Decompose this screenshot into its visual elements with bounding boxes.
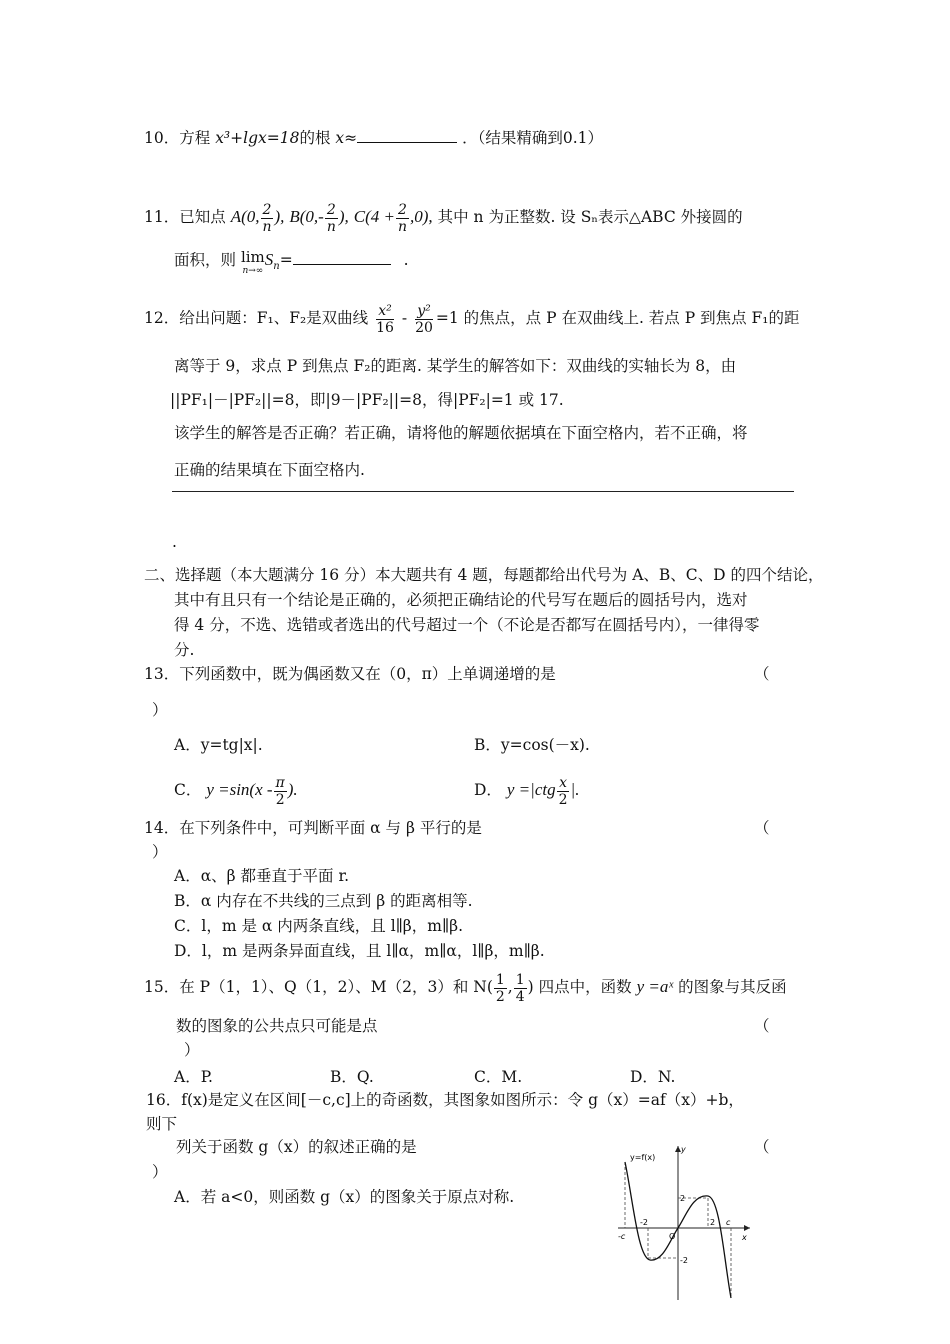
q11-line1 bbox=[144, 200, 743, 235]
q13-option-c[interactable] bbox=[174, 770, 298, 810]
q14-paren-open[interactable]: （ bbox=[754, 819, 770, 837]
q11-line2-text: 面积，则 bbox=[174, 251, 237, 269]
q10-after: ．（结果精确到0.1） bbox=[462, 129, 603, 147]
q15-line2: 数的图象的公共点只可能是点 bbox=[176, 1017, 378, 1035]
q15-frac1-den: 2 bbox=[495, 988, 505, 1005]
q13-option-d[interactable] bbox=[474, 770, 579, 810]
q16-line2: 列关于函数 g（x）的叙述正确的是 bbox=[176, 1138, 417, 1156]
q10-answer-blank[interactable] bbox=[357, 128, 457, 143]
q13-c-frac-num: π bbox=[275, 774, 285, 791]
section2-line4: 分. bbox=[174, 641, 195, 659]
q15-comma: , bbox=[507, 978, 513, 996]
graph-tick-neg2x: -2 bbox=[640, 1218, 648, 1227]
q12-frac2-den: 20 bbox=[415, 319, 433, 336]
q11-b-frac bbox=[325, 202, 338, 235]
q16-line1: 16．f(x)是定义在区间[－c,c]上的奇函数，其图象如图所示：令 g（x）=af（x）+b， bbox=[146, 1091, 744, 1109]
q12-line4: 该学生的解答是否正确？若正确，请将他的解题依据填在下面空格内，若不正确，将 bbox=[174, 424, 748, 442]
q12-line5: 正确的结果填在下面空格内. bbox=[174, 461, 365, 479]
q13-d-frac-num: x bbox=[559, 774, 567, 791]
q13-c-frac-den: 2 bbox=[275, 791, 285, 808]
q11-line2 bbox=[174, 250, 409, 278]
q13-paren-close: ） bbox=[152, 701, 168, 719]
section2-line3: 得 4 分，不选、选错或者选出的代号超过一个（不论是否都写在圆括号内），一律得零 bbox=[174, 616, 760, 634]
q15-frac2-den: 4 bbox=[515, 988, 525, 1005]
q12-answer-line[interactable] bbox=[172, 491, 794, 492]
q11-c-end: ,0), bbox=[410, 207, 433, 226]
q11-b-end: ), bbox=[338, 207, 349, 226]
q13-option-b[interactable]: B．y=cos(－x). bbox=[474, 736, 590, 754]
q13-c-expr-b: ). bbox=[287, 780, 298, 799]
graph-x-label: x bbox=[742, 1233, 747, 1242]
q11-a-end: ), bbox=[274, 207, 285, 226]
q14-option-b[interactable]: B．α 内存在不共线的三点到 β 的距离相等. bbox=[174, 892, 473, 910]
q15-option-c[interactable]: C．M. bbox=[474, 1068, 523, 1086]
q16-paren-close: ） bbox=[152, 1163, 168, 1181]
q15-paren-close: ） bbox=[184, 1041, 200, 1059]
q15-stem-b: ) 四点中，函数 bbox=[527, 978, 632, 996]
q10-line bbox=[144, 128, 603, 148]
graph-tick-neg2y: -2 bbox=[680, 1256, 688, 1265]
q11-b-frac-num: 2 bbox=[326, 201, 336, 218]
q11-end: . bbox=[403, 251, 409, 269]
q14-stem: 14．在下列条件中，可判断平面 α 与 β 平行的是 bbox=[144, 819, 482, 837]
q16-line1b: 则下 bbox=[146, 1115, 178, 1133]
q11-c-frac bbox=[396, 202, 409, 235]
q15-option-a[interactable]: A．P. bbox=[174, 1068, 213, 1086]
q10-x-approx: x≈ bbox=[335, 129, 358, 147]
q11-eq: = bbox=[279, 251, 293, 269]
q12-minus: - bbox=[401, 309, 408, 327]
q14-option-d[interactable]: D．l，m 是两条异面直线，且 l∥α，m∥α，l∥β，m∥β. bbox=[174, 942, 545, 960]
q15-option-d[interactable]: D．N. bbox=[630, 1068, 676, 1086]
q12-line3: ||PF₁|－|PF₂||=8，即|9－|PF₂||=8，得|PF₂|=1 或 17. bbox=[170, 391, 564, 409]
q13-d-expr-a: y =|ctg bbox=[506, 780, 556, 799]
q13-c-label: C． bbox=[174, 781, 202, 799]
q11-lim-sub: n→∞ bbox=[242, 266, 264, 276]
q12-number: 12． bbox=[144, 309, 180, 327]
q15-line1 bbox=[144, 968, 787, 1006]
q11-b-frac-den: n bbox=[326, 218, 336, 235]
q11-c-frac-den: n bbox=[397, 218, 407, 235]
q11-limit bbox=[241, 250, 265, 278]
q11-text-b: 其中 n 为正整数. 设 Sₙ表示△ABC 外接圆的 bbox=[437, 208, 743, 226]
q11-a-frac bbox=[260, 202, 273, 235]
graph-origin: O bbox=[669, 1232, 676, 1241]
q15-paren-open[interactable]: （ bbox=[754, 1017, 770, 1035]
q12-line1 bbox=[144, 298, 799, 338]
graph-neg-c: -c bbox=[618, 1232, 626, 1241]
section2-line2: 其中有且只有一个结论是正确的，必须把正确结论的代号写在题后的圆括号内，选对 bbox=[174, 591, 748, 609]
q12-frac1 bbox=[374, 303, 396, 336]
q12-line2: 离等于 9，求点 P 到焦点 F₂的距离. 某学生的解答如下：双曲线的实轴长为 8，由 bbox=[174, 357, 737, 375]
q10-text-b: 的根 bbox=[299, 129, 331, 147]
q13-paren-open[interactable]: （ bbox=[754, 665, 770, 683]
q11-number: 11． bbox=[144, 208, 180, 226]
q15-stem-c: 的图象与其反函 bbox=[678, 978, 787, 996]
q10-equation: x³+lgx=18 bbox=[215, 129, 300, 147]
q11-point-a: A(0, bbox=[230, 207, 260, 226]
q14-option-a[interactable]: A．α、β 都垂直于平面 r. bbox=[174, 867, 350, 885]
q16-paren-open[interactable]: （ bbox=[754, 1138, 770, 1156]
q11-text-a: 已知点 bbox=[179, 208, 226, 226]
q11-s-sub: n bbox=[273, 261, 280, 273]
q11-point-b: B(0,- bbox=[289, 207, 324, 226]
section2-line1: 二、选择题（本大题满分 16 分）本大题共有 4 题，每题都给出代号为 A、B、C、D 的四个结论， bbox=[144, 566, 824, 584]
q15-func: y =aˣ bbox=[636, 977, 674, 996]
q12-frac2 bbox=[413, 303, 435, 336]
q10-text-a: 方程 bbox=[179, 129, 211, 147]
q13-d-frac-den: 2 bbox=[558, 791, 568, 808]
q14-option-c[interactable]: C．l，m 是 α 内两条直线，且 l∥β，m∥β. bbox=[174, 917, 464, 935]
q12-dot: . bbox=[172, 533, 177, 551]
q11-s: S bbox=[264, 250, 274, 269]
q13-c-expr-a: y =sin(x - bbox=[206, 780, 273, 799]
q12-line1-b: =1 的焦点，点 P 在双曲线上. 若点 P 到焦点 F₁的距 bbox=[435, 309, 800, 327]
graph-tick-2y: 2 bbox=[680, 1194, 686, 1203]
graph-y-label: y bbox=[681, 1145, 686, 1154]
q14-paren-close: ） bbox=[152, 843, 168, 861]
q11-answer-blank[interactable] bbox=[293, 250, 391, 265]
q11-lim: lim bbox=[240, 248, 265, 266]
q12-frac1-num: x² bbox=[378, 302, 392, 319]
q13-d-frac bbox=[557, 775, 570, 808]
q13-stem: 13．下列函数中，既为偶函数又在（0，π）上单调递增的是 bbox=[144, 665, 556, 683]
graph-c: c bbox=[726, 1218, 731, 1227]
q11-point-c: C(4 + bbox=[353, 207, 395, 226]
q15-stem-a: 15．在 P（1，1）、Q（1，2）、M（2，3）和 N( bbox=[144, 978, 493, 996]
q13-option-a[interactable]: A．y=tg|x|. bbox=[174, 736, 263, 754]
q13-d-label: D． bbox=[474, 781, 502, 799]
q12-frac2-num: y² bbox=[417, 302, 431, 319]
q12-line1-a: 给出问题：F₁、F₂是双曲线 bbox=[179, 309, 369, 327]
q15-frac2 bbox=[514, 972, 527, 1005]
q15-frac1 bbox=[494, 972, 507, 1005]
q15-option-b[interactable]: B．Q. bbox=[330, 1068, 374, 1086]
x-arrow-icon bbox=[744, 1225, 750, 1231]
q11-a-frac-den: n bbox=[262, 218, 272, 235]
q12-frac1-den: 16 bbox=[376, 319, 394, 336]
q13-d-expr-b: |. bbox=[570, 780, 580, 799]
q10-number: 10． bbox=[144, 129, 180, 147]
q15-frac1-num: 1 bbox=[495, 971, 505, 988]
q11-c-frac-num: 2 bbox=[398, 201, 407, 218]
graph-title: y=f(x) bbox=[630, 1153, 656, 1162]
graph-figure bbox=[608, 1140, 758, 1308]
q15-frac2-num: 1 bbox=[515, 971, 525, 988]
q13-c-frac bbox=[274, 775, 287, 808]
q11-a-frac-num: 2 bbox=[262, 201, 272, 218]
graph-tick-2x: 2 bbox=[710, 1218, 716, 1227]
q16-option-a[interactable]: A．若 a<0，则函数 g（x）的图象关于原点对称. bbox=[174, 1188, 515, 1206]
